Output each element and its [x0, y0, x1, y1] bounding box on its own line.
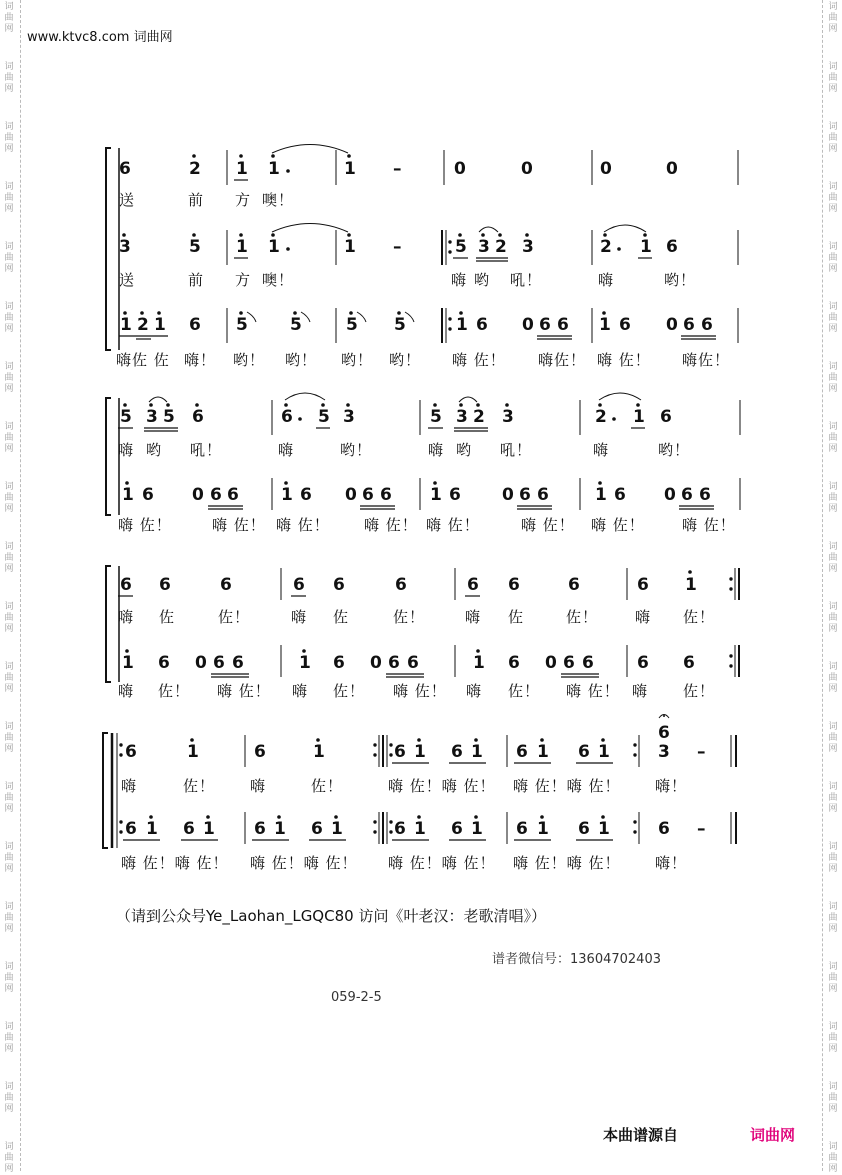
svg-text:6: 6	[380, 485, 392, 505]
svg-text:1: 1	[122, 485, 134, 505]
svg-text:5: 5	[455, 237, 467, 257]
lyrics-s2-2: 嗨 佐！ 嗨 佐！ 嗨 佐！ 嗨 佐！ 嗨 佐！ 嗨 佐！ 嗨 佐！ 嗨 佐！	[118, 516, 736, 534]
svg-text:1: 1	[268, 159, 280, 179]
svg-text:1: 1	[414, 819, 426, 839]
svg-text:1: 1	[430, 485, 442, 505]
svg-text:6: 6	[578, 742, 590, 762]
watermark-text: 词 曲 网	[4, 782, 14, 814]
svg-text:6: 6	[508, 575, 520, 595]
svg-text:6: 6	[557, 315, 569, 335]
watermark-text: 词 曲 网	[828, 422, 838, 454]
svg-text:1: 1	[598, 819, 610, 839]
svg-text:6: 6	[578, 819, 590, 839]
watermark-text: 词 曲 网	[828, 722, 838, 754]
svg-text:2: 2	[600, 237, 612, 257]
watermark-text: 词 曲 网	[4, 182, 14, 214]
watermark-text: 词 曲 网	[828, 902, 838, 934]
svg-text:0: 0	[192, 485, 204, 505]
watermark-text: 词 曲 网	[4, 722, 14, 754]
promo-note: （请到公众号Ye_Laohan_LGQC80 访问《叶老汉：老歌清唱》）	[116, 907, 546, 925]
svg-text:1: 1	[537, 742, 549, 762]
svg-text:5: 5	[394, 315, 406, 335]
svg-text:3: 3	[343, 407, 355, 427]
svg-text:6: 6	[637, 653, 649, 673]
watermark-text: 词 曲 网	[828, 362, 838, 394]
watermark-text: 词 曲 网	[828, 122, 838, 154]
watermark-text: 词 曲 网	[4, 542, 14, 574]
svg-text:5: 5	[318, 407, 330, 427]
svg-text:6: 6	[563, 653, 575, 673]
svg-text:1: 1	[146, 819, 158, 839]
site-url[interactable]: www.ktvc8.com 词曲网	[27, 30, 173, 45]
svg-text:3: 3	[456, 407, 468, 427]
svg-text:6: 6	[333, 575, 345, 595]
watermark-text: 词 曲 网	[828, 602, 838, 634]
svg-text:0: 0	[666, 159, 678, 179]
page-number: 059-2-5	[331, 990, 382, 1005]
svg-text:1: 1	[274, 819, 286, 839]
svg-text:1: 1	[473, 653, 485, 673]
svg-text:6: 6	[159, 575, 171, 595]
svg-text:5: 5	[120, 407, 132, 427]
svg-text:6: 6	[254, 742, 266, 762]
svg-text:6: 6	[362, 485, 374, 505]
watermark-text: 词 曲 网	[4, 302, 14, 334]
svg-text:6: 6	[539, 315, 551, 335]
svg-text:3: 3	[478, 237, 490, 257]
watermark-text: 词 曲 网	[4, 902, 14, 934]
svg-text:1: 1	[456, 315, 468, 335]
svg-text:6: 6	[407, 653, 419, 673]
watermark-text: 词 曲 网	[828, 302, 838, 334]
svg-text:1: 1	[640, 237, 652, 257]
svg-text:1: 1	[471, 742, 483, 762]
svg-text:3: 3	[658, 742, 670, 762]
svg-text:6: 6	[449, 485, 461, 505]
svg-text:6: 6	[537, 485, 549, 505]
watermark-text: 词 曲 网	[4, 1142, 14, 1174]
watermark-text: 词 曲 网	[4, 662, 14, 694]
svg-text:6: 6	[125, 819, 137, 839]
svg-text:–: –	[697, 819, 706, 839]
svg-text:6: 6	[658, 819, 670, 839]
watermark-text: 词 曲 网	[4, 242, 14, 274]
svg-text:0: 0	[521, 159, 533, 179]
watermark-text: 词 曲 网	[828, 2, 838, 34]
svg-text:6: 6	[394, 819, 406, 839]
svg-text:6: 6	[683, 653, 695, 673]
svg-text:3: 3	[146, 407, 158, 427]
watermark-text: 词 曲 网	[4, 842, 14, 874]
lyrics-s3-2: 嗨 佐！ 嗨 佐！ 嗨 佐！ 嗨 佐！ 嗨 佐！ 嗨 佐！ 嗨 佐！	[118, 682, 716, 700]
svg-text:3: 3	[502, 407, 514, 427]
watermark-text: 词 曲 网	[828, 962, 838, 994]
svg-text:6: 6	[254, 819, 266, 839]
svg-text:–: –	[393, 237, 402, 257]
svg-text:1: 1	[154, 315, 166, 335]
svg-text:6: 6	[658, 723, 670, 743]
svg-text:6: 6	[183, 819, 195, 839]
svg-text:6: 6	[451, 819, 463, 839]
svg-text:6: 6	[125, 742, 137, 762]
svg-text:0: 0	[454, 159, 466, 179]
svg-text:6: 6	[281, 407, 293, 427]
svg-text:6: 6	[619, 315, 631, 335]
svg-text:6: 6	[189, 315, 201, 335]
svg-text:6: 6	[158, 653, 170, 673]
svg-text:0: 0	[545, 653, 557, 673]
svg-text:6: 6	[119, 159, 131, 179]
svg-text:1: 1	[120, 315, 132, 335]
svg-text:5: 5	[163, 407, 175, 427]
svg-text:0: 0	[664, 485, 676, 505]
arranger-wechat: 谱者微信号：13604702403	[492, 952, 661, 967]
svg-text:0: 0	[370, 653, 382, 673]
svg-text:1: 1	[236, 237, 248, 257]
svg-text:0: 0	[666, 315, 678, 335]
svg-text:6: 6	[508, 653, 520, 673]
svg-text:6: 6	[519, 485, 531, 505]
svg-text:0: 0	[502, 485, 514, 505]
svg-text:3: 3	[119, 237, 131, 257]
svg-text:1: 1	[471, 819, 483, 839]
svg-text:0: 0	[522, 315, 534, 335]
lyrics-s1-2: 送 前 方 噢！ 嗨 哟 吼！ 嗨 哟！	[119, 271, 697, 289]
svg-text:2: 2	[137, 315, 149, 335]
svg-text:6: 6	[388, 653, 400, 673]
svg-text:5: 5	[430, 407, 442, 427]
watermark-text: 词 曲 网	[4, 602, 14, 634]
svg-text:6: 6	[568, 575, 580, 595]
watermark-text: 词 曲 网	[828, 482, 838, 514]
watermark-text: 词 曲 网	[828, 542, 838, 574]
svg-text:6: 6	[451, 742, 463, 762]
lyrics-s1-3: 嗨佐 佐 嗨！ 哟！ 哟！ 哟！ 哟！ 嗨 佐！ 嗨佐！ 嗨 佐！ 嗨佐！	[116, 351, 731, 369]
svg-text:6: 6	[293, 575, 305, 595]
svg-text:6: 6	[192, 407, 204, 427]
svg-text:6: 6	[300, 485, 312, 505]
svg-text:6: 6	[142, 485, 154, 505]
svg-text:6: 6	[227, 485, 239, 505]
svg-text:6: 6	[476, 315, 488, 335]
svg-text:1: 1	[414, 742, 426, 762]
watermark-text: 词 曲 网	[4, 962, 14, 994]
watermark-text: 词 曲 网	[828, 1082, 838, 1114]
svg-text:6: 6	[467, 575, 479, 595]
source-brand-link[interactable]: 词曲网	[750, 1126, 796, 1144]
svg-text:6: 6	[232, 653, 244, 673]
svg-text:6: 6	[614, 485, 626, 505]
svg-text:6: 6	[683, 315, 695, 335]
svg-text:6: 6	[666, 237, 678, 257]
svg-text:1: 1	[187, 742, 199, 762]
watermark-text: 词 曲 网	[4, 1022, 14, 1054]
svg-text:6: 6	[681, 485, 693, 505]
system-1	[106, 145, 738, 351]
svg-text:2: 2	[189, 159, 201, 179]
svg-text:1: 1	[685, 575, 697, 595]
watermark-text: 词 曲 网	[828, 242, 838, 274]
svg-text:1: 1	[595, 485, 607, 505]
lyrics-s2-1: 嗨 哟 吼！ 嗨 哟！ 嗨 哟 吼！ 嗨 哟！	[118, 441, 691, 459]
watermark-text: 词 曲 网	[828, 62, 838, 94]
svg-text:1: 1	[537, 819, 549, 839]
lyrics-s4-1: 嗨 佐！ 嗨 佐！ 嗨 佐！嗨 佐！ 嗨 佐！嗨 佐！ 嗨！	[121, 777, 688, 795]
svg-text:6: 6	[701, 315, 713, 335]
svg-text:6: 6	[120, 575, 132, 595]
svg-text:5: 5	[290, 315, 302, 335]
watermark-text: 词 曲 网	[4, 2, 14, 34]
svg-text:6: 6	[699, 485, 711, 505]
svg-text:1: 1	[281, 485, 293, 505]
svg-text:6: 6	[333, 653, 345, 673]
watermark-text: 词 曲 网	[4, 362, 14, 394]
svg-text:1: 1	[203, 819, 215, 839]
svg-text:1: 1	[236, 159, 248, 179]
svg-text:1: 1	[599, 315, 611, 335]
svg-text:6: 6	[394, 742, 406, 762]
watermark-text: 词 曲 网	[828, 182, 838, 214]
watermark-text: 词 曲 网	[828, 1142, 838, 1174]
svg-text:–: –	[393, 159, 402, 179]
svg-text:5: 5	[346, 315, 358, 335]
svg-text:0: 0	[600, 159, 612, 179]
svg-text:–: –	[697, 742, 706, 762]
svg-text:1: 1	[344, 237, 356, 257]
watermark-text: 词 曲 网	[4, 1082, 14, 1114]
svg-text:6: 6	[213, 653, 225, 673]
svg-text:1: 1	[268, 237, 280, 257]
watermark-text: 词 曲 网	[4, 62, 14, 94]
watermark-text: 词 曲 网	[4, 122, 14, 154]
svg-text:6: 6	[516, 742, 528, 762]
watermark-text: 词 曲 网	[4, 482, 14, 514]
lyrics-s4-2: 嗨 佐！嗨 佐！ 嗨 佐！嗨 佐！ 嗨 佐！嗨 佐！ 嗨 佐！嗨 佐！ 嗨！	[121, 854, 688, 872]
watermark-text: 词 曲 网	[4, 422, 14, 454]
watermark-text: 词 曲 网	[828, 1022, 838, 1054]
watermark-text: 词 曲 网	[828, 842, 838, 874]
lyrics-s1-1: 送 前 方 噢！	[119, 191, 295, 209]
svg-text:1: 1	[313, 742, 325, 762]
svg-text:6: 6	[395, 575, 407, 595]
svg-text:6: 6	[660, 407, 672, 427]
svg-text:2: 2	[495, 237, 507, 257]
svg-text:6: 6	[311, 819, 323, 839]
svg-text:2: 2	[595, 407, 607, 427]
source-label: 本曲谱源自	[603, 1126, 679, 1144]
svg-text:2: 2	[473, 407, 485, 427]
svg-text:6: 6	[220, 575, 232, 595]
svg-text:6: 6	[516, 819, 528, 839]
svg-text:1: 1	[299, 653, 311, 673]
svg-text:3: 3	[522, 237, 534, 257]
svg-text:0: 0	[195, 653, 207, 673]
svg-text:6: 6	[637, 575, 649, 595]
svg-text:6: 6	[210, 485, 222, 505]
lyrics-s3-1: 嗨 佐 佐！ 嗨 佐 佐！ 嗨 佐 佐！ 嗨 佐！	[118, 608, 716, 626]
svg-text:1: 1	[122, 653, 134, 673]
svg-text:6: 6	[582, 653, 594, 673]
svg-text:1: 1	[344, 159, 356, 179]
svg-text:0: 0	[345, 485, 357, 505]
svg-text:1: 1	[633, 407, 645, 427]
watermark-text: 词 曲 网	[828, 782, 838, 814]
watermark-text: 词 曲 网	[828, 662, 838, 694]
svg-text:5: 5	[189, 237, 201, 257]
svg-text:1: 1	[331, 819, 343, 839]
svg-text:5: 5	[236, 315, 248, 335]
svg-text:1: 1	[598, 742, 610, 762]
